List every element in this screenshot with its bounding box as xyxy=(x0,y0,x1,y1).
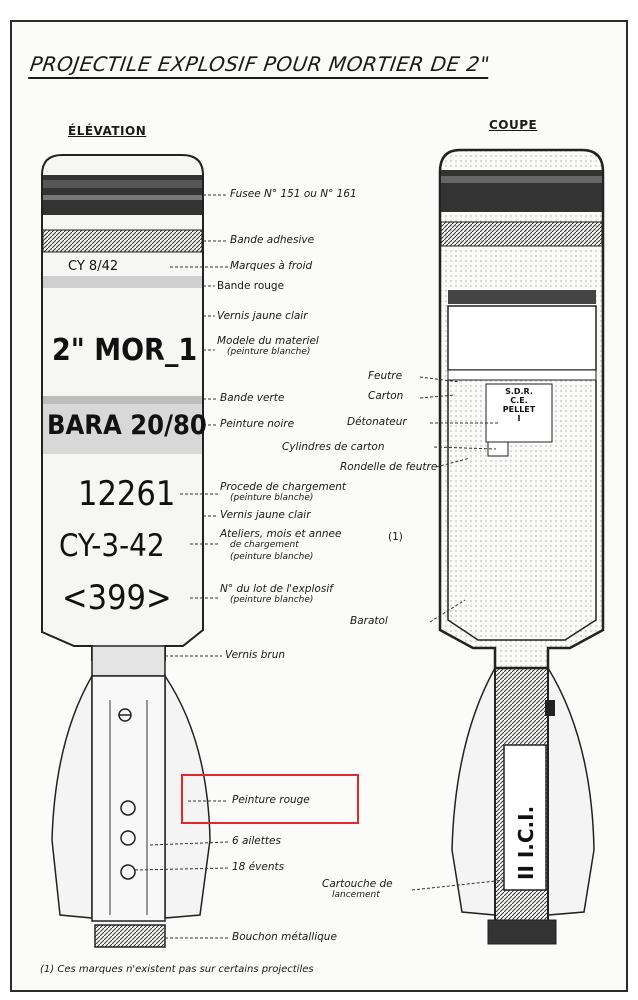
tail-tube xyxy=(92,676,165,921)
detonator-line: S.D.R. xyxy=(505,387,533,396)
section-felt xyxy=(448,290,596,304)
highlight-box xyxy=(181,774,359,824)
adhesive-band xyxy=(43,230,202,252)
section-cap xyxy=(488,920,556,944)
label-baratol: Baratol xyxy=(350,615,388,627)
label-peinture-rouge: Peinture rouge xyxy=(232,794,310,806)
view-heading-elevation: ÉLÉVATION xyxy=(68,124,147,138)
cartridge-marking: II I.C.I. xyxy=(514,805,538,880)
red-band xyxy=(43,276,202,288)
label-rondelle: Rondelle de feutre xyxy=(340,461,438,473)
footnote: (1) Ces marques n'existent pas sur certains projectiles xyxy=(40,964,314,975)
label-cartouche: Cartouche de lancement xyxy=(322,878,393,900)
page-title: PROJECTILE EXPLOSIF POUR MORTIER DE 2" xyxy=(28,52,491,79)
lot-marking: 12261 xyxy=(78,474,176,514)
label-bande-rouge: Bande rouge xyxy=(217,280,285,292)
section-fins xyxy=(452,668,495,915)
footnote-ref: (1) xyxy=(388,531,403,543)
label-modele: Modele du materiel (peinture blanche) xyxy=(217,335,319,357)
label-vernis-jaune-1: Vernis jaune clair xyxy=(217,310,308,322)
label-marques-froid: Marques à froid xyxy=(230,260,313,272)
label-carton: Carton xyxy=(368,390,404,402)
label-peinture-noire: Peinture noire xyxy=(220,418,295,430)
model-marking: 2" MOR_1 xyxy=(52,333,198,368)
label-feutre: Feutre xyxy=(368,370,403,382)
detonator-line: PELLET xyxy=(502,405,536,414)
label-fusee: Fusee N° 151 ou N° 161 xyxy=(230,188,357,200)
green-band xyxy=(43,396,202,404)
label-bouchon: Bouchon métallique xyxy=(232,931,337,943)
explosive-lot-marking: <399> xyxy=(62,578,172,618)
metal-cap xyxy=(95,925,165,947)
label-vernis-jaune-2: Vernis jaune clair xyxy=(220,509,311,521)
label-events: 18 évents xyxy=(232,861,285,873)
label-procede: Procede de chargement (peinture blanche) xyxy=(220,481,346,503)
cold-stamp-marking: CY 8/42 xyxy=(68,259,119,274)
label-ateliers-sub: (peinture blanche) xyxy=(230,552,314,562)
filling-marking: BARA 20/80 xyxy=(47,410,207,441)
tail-fins xyxy=(52,676,92,918)
section-tape xyxy=(441,222,602,246)
label-cylindres: Cylindres de carton xyxy=(282,441,385,453)
label-bande-adhesive: Bande adhesive xyxy=(230,234,315,246)
label-ateliers: Ateliers, mois et annee de chargement xyxy=(220,528,342,550)
label-vernis-brun: Vernis brun xyxy=(225,649,286,661)
neck xyxy=(92,646,165,676)
label-ailettes: 6 ailettes xyxy=(232,835,281,847)
label-detonateur: Détonateur xyxy=(347,416,407,428)
label-lot-explosif: N° du lot de l'explosif (peinture blanche) xyxy=(220,583,333,605)
detonator-line: I xyxy=(517,414,521,423)
detonator-markings xyxy=(488,387,550,423)
view-heading-coupe: COUPE xyxy=(489,118,538,132)
section-carton xyxy=(448,306,596,370)
date-marking: CY-3-42 xyxy=(59,528,165,564)
label-bande-verte: Bande verte xyxy=(220,392,285,404)
detonator-line: C.E. xyxy=(510,396,528,405)
